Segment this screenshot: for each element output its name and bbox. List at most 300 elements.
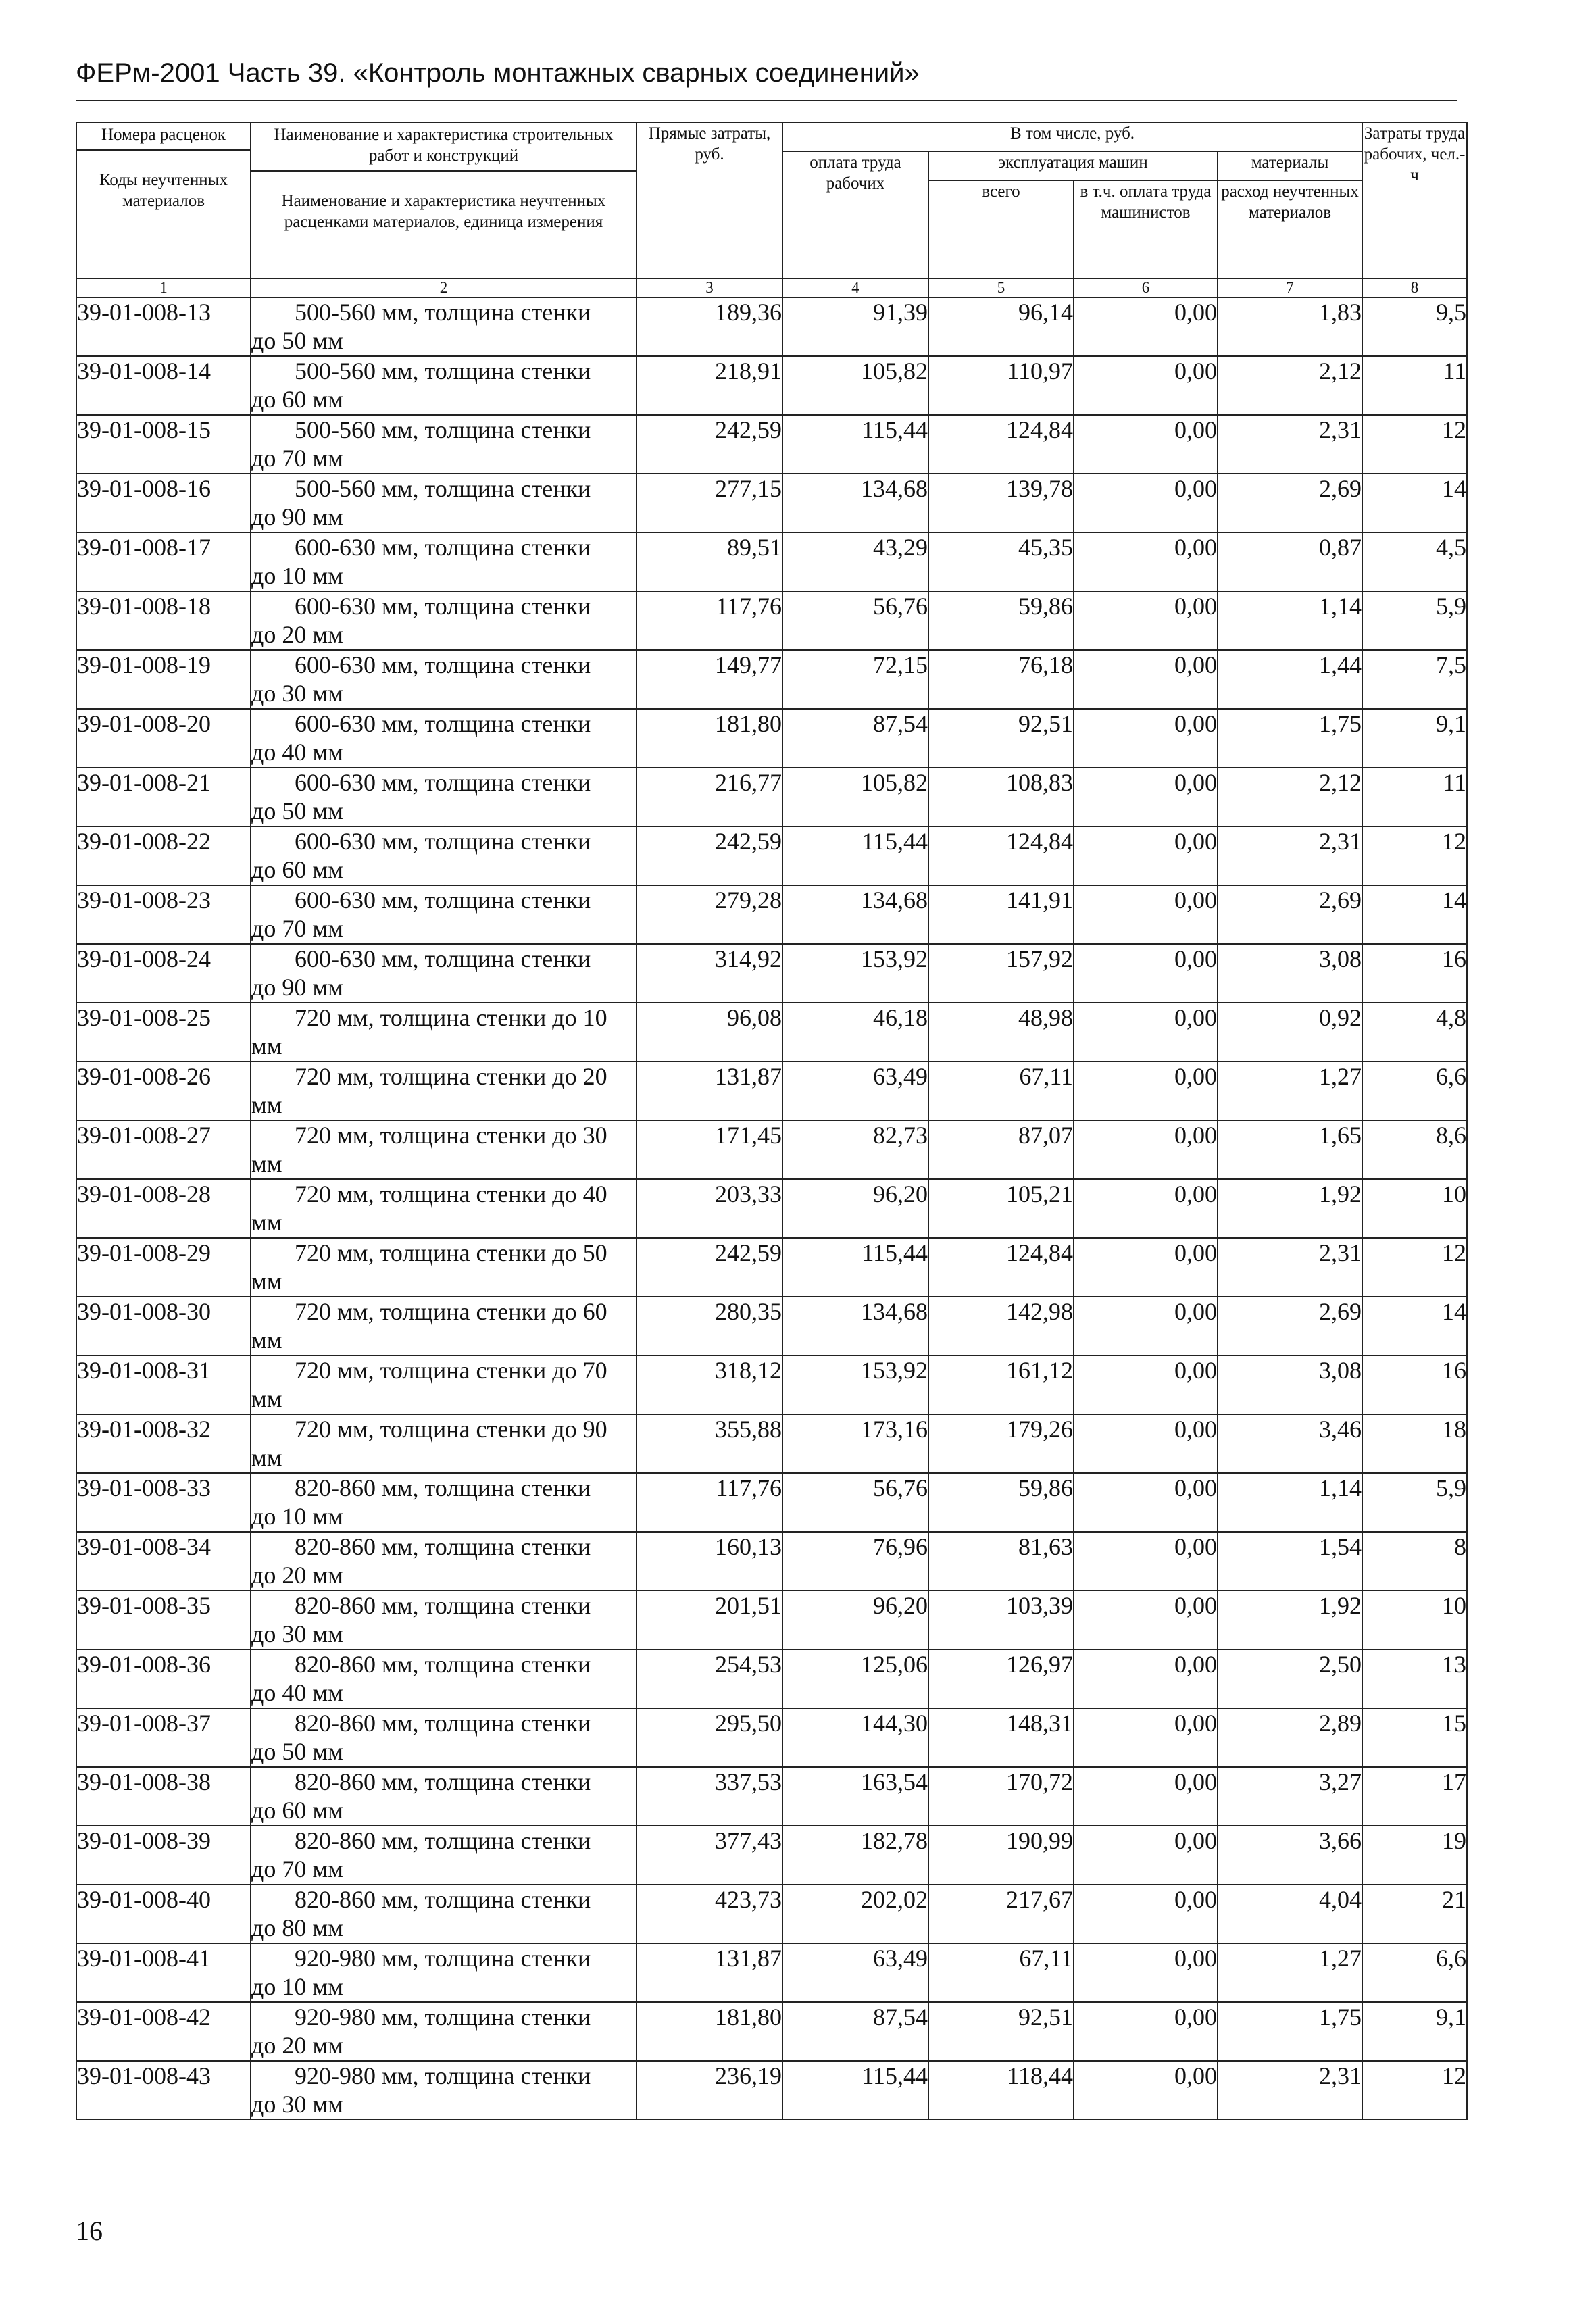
machines-total-cell: 170,72 bbox=[928, 1767, 1074, 1826]
table-row bbox=[76, 1767, 1467, 1826]
labor-cell: 4,8 bbox=[1362, 1003, 1467, 1062]
description-line: 600-630 мм, толщина стенки bbox=[295, 593, 591, 620]
labor-cell: 8 bbox=[1362, 1532, 1467, 1591]
rate-code: 39-01-008-31 bbox=[76, 1355, 251, 1414]
machinists-pay-cell: 0,00 bbox=[1074, 1767, 1218, 1826]
description-continuation: мм bbox=[251, 1385, 282, 1412]
workers-pay-cell: 115,44 bbox=[782, 415, 928, 474]
direct-costs-cell: 314,92 bbox=[637, 944, 782, 1003]
work-description bbox=[251, 1708, 637, 1767]
machines-total-cell: 67,11 bbox=[928, 1943, 1074, 2002]
materials-cell: 1,54 bbox=[1218, 1532, 1362, 1591]
work-description bbox=[251, 1943, 637, 2002]
description-continuation: до 90 мм bbox=[251, 974, 343, 1001]
direct-costs-cell: 242,59 bbox=[637, 1238, 782, 1297]
description-line: 820-860 мм, толщина стенки bbox=[295, 1651, 591, 1678]
header-machines-total: всего bbox=[928, 180, 1074, 278]
work-description bbox=[251, 1885, 637, 1943]
labor-cell: 18 bbox=[1362, 1414, 1467, 1473]
table-row bbox=[76, 1062, 1467, 1120]
materials-cell: 2,69 bbox=[1218, 885, 1362, 944]
labor-cell: 14 bbox=[1362, 885, 1467, 944]
rate-code: 39-01-008-33 bbox=[76, 1473, 251, 1532]
machines-total-cell: 92,51 bbox=[928, 2002, 1074, 2061]
header-rule bbox=[76, 100, 1457, 101]
direct-costs-cell: 189,36 bbox=[637, 297, 782, 356]
header-material-codes: Коды неучтенных материалов bbox=[99, 171, 228, 210]
labor-cell: 16 bbox=[1362, 944, 1467, 1003]
workers-pay-cell: 202,02 bbox=[782, 1885, 928, 1943]
materials-cell: 2,31 bbox=[1218, 826, 1362, 885]
workers-pay-cell: 115,44 bbox=[782, 2061, 928, 2120]
materials-cell: 2,50 bbox=[1218, 1649, 1362, 1708]
materials-cell: 1,44 bbox=[1218, 650, 1362, 709]
table-row bbox=[76, 1473, 1467, 1532]
work-description bbox=[251, 1649, 637, 1708]
work-description bbox=[251, 1826, 637, 1885]
description-line: 500-560 мм, толщина стенки bbox=[295, 357, 591, 384]
table-row bbox=[76, 1179, 1467, 1238]
table-row bbox=[76, 1532, 1467, 1591]
direct-costs-cell: 254,53 bbox=[637, 1649, 782, 1708]
machines-total-cell: 217,67 bbox=[928, 1885, 1074, 1943]
work-description bbox=[251, 532, 637, 591]
description-continuation: до 40 мм bbox=[251, 1679, 343, 1706]
description-line: 720 мм, толщина стенки до 90 bbox=[295, 1416, 607, 1443]
workers-pay-cell: 153,92 bbox=[782, 944, 928, 1003]
direct-costs-cell: 149,77 bbox=[637, 650, 782, 709]
machinists-pay-cell: 0,00 bbox=[1074, 356, 1218, 415]
description-continuation: до 10 мм bbox=[251, 1973, 343, 2000]
workers-pay-cell: 46,18 bbox=[782, 1003, 928, 1062]
machinists-pay-cell: 0,00 bbox=[1074, 1943, 1218, 2002]
machinists-pay-cell: 0,00 bbox=[1074, 2002, 1218, 2061]
description-line: 720 мм, толщина стенки до 40 bbox=[295, 1180, 607, 1208]
description-line: 920-980 мм, толщина стенки bbox=[295, 1945, 591, 1972]
page-header: ФЕРм-2001 Часть 39. «Контроль монтажных сварных соединений» bbox=[76, 58, 920, 88]
rate-code: 39-01-008-30 bbox=[76, 1297, 251, 1355]
machinists-pay-cell: 0,00 bbox=[1074, 768, 1218, 826]
machinists-pay-cell: 0,00 bbox=[1074, 1414, 1218, 1473]
machines-total-cell: 59,86 bbox=[928, 1473, 1074, 1532]
rate-code: 39-01-008-16 bbox=[76, 474, 251, 532]
machines-total-cell: 110,97 bbox=[928, 356, 1074, 415]
workers-pay-cell: 63,49 bbox=[782, 1062, 928, 1120]
description-continuation: мм bbox=[251, 1444, 282, 1471]
materials-cell: 2,69 bbox=[1218, 474, 1362, 532]
header-unaccounted-materials: расход неучтенных материалов bbox=[1218, 180, 1362, 278]
labor-cell: 9,1 bbox=[1362, 2002, 1467, 2061]
labor-cell: 9,5 bbox=[1362, 297, 1467, 356]
labor-cell: 13 bbox=[1362, 1649, 1467, 1708]
description-continuation: до 10 мм bbox=[251, 562, 343, 589]
materials-cell: 1,83 bbox=[1218, 297, 1362, 356]
labor-cell: 10 bbox=[1362, 1179, 1467, 1238]
materials-cell: 1,92 bbox=[1218, 1591, 1362, 1649]
rate-code: 39-01-008-25 bbox=[76, 1003, 251, 1062]
table-row bbox=[76, 944, 1467, 1003]
work-description bbox=[251, 1414, 637, 1473]
work-description bbox=[251, 356, 637, 415]
materials-cell: 3,66 bbox=[1218, 1826, 1362, 1885]
description-continuation: до 60 мм bbox=[251, 1797, 343, 1824]
header-rate-numbers: Номера расценок bbox=[77, 123, 250, 151]
direct-costs-cell: 423,73 bbox=[637, 1885, 782, 1943]
labor-cell: 4,5 bbox=[1362, 532, 1467, 591]
table-row bbox=[76, 1591, 1467, 1649]
machinists-pay-cell: 0,00 bbox=[1074, 1591, 1218, 1649]
materials-cell: 1,14 bbox=[1218, 591, 1362, 650]
labor-cell: 7,5 bbox=[1362, 650, 1467, 709]
description-line: 600-630 мм, толщина стенки bbox=[295, 828, 591, 855]
materials-cell: 2,31 bbox=[1218, 1238, 1362, 1297]
description-line: 600-630 мм, толщина стенки bbox=[295, 945, 591, 972]
table-row bbox=[76, 826, 1467, 885]
table-row bbox=[76, 532, 1467, 591]
workers-pay-cell: 56,76 bbox=[782, 591, 928, 650]
rate-code: 39-01-008-42 bbox=[76, 2002, 251, 2061]
machines-total-cell: 141,91 bbox=[928, 885, 1074, 944]
rate-code: 39-01-008-29 bbox=[76, 1238, 251, 1297]
description-line: 720 мм, толщина стенки до 30 bbox=[295, 1122, 607, 1149]
machinists-pay-cell: 0,00 bbox=[1074, 650, 1218, 709]
direct-costs-cell: 280,35 bbox=[637, 1297, 782, 1355]
direct-costs-cell: 117,76 bbox=[637, 591, 782, 650]
workers-pay-cell: 87,54 bbox=[782, 2002, 928, 2061]
machines-total-cell: 96,14 bbox=[928, 297, 1074, 356]
description-line: 600-630 мм, толщина стенки bbox=[295, 710, 591, 737]
description-continuation: до 40 мм bbox=[251, 739, 343, 766]
rate-code: 39-01-008-13 bbox=[76, 297, 251, 356]
description-line: 500-560 мм, толщина стенки bbox=[295, 299, 591, 326]
table-row bbox=[76, 650, 1467, 709]
direct-costs-cell: 160,13 bbox=[637, 1532, 782, 1591]
machines-total-cell: 108,83 bbox=[928, 768, 1074, 826]
table-row bbox=[76, 2061, 1467, 2120]
header-direct-costs: Прямые затраты, руб. bbox=[637, 122, 782, 278]
workers-pay-cell: 134,68 bbox=[782, 474, 928, 532]
table-row bbox=[76, 1885, 1467, 1943]
materials-cell: 0,92 bbox=[1218, 1003, 1362, 1062]
materials-cell: 3,08 bbox=[1218, 1355, 1362, 1414]
machinists-pay-cell: 0,00 bbox=[1074, 1532, 1218, 1591]
machines-total-cell: 126,97 bbox=[928, 1649, 1074, 1708]
workers-pay-cell: 91,39 bbox=[782, 297, 928, 356]
column-number: 3 bbox=[637, 278, 782, 297]
machinists-pay-cell: 0,00 bbox=[1074, 1297, 1218, 1355]
rate-code: 39-01-008-40 bbox=[76, 1885, 251, 1943]
workers-pay-cell: 134,68 bbox=[782, 1297, 928, 1355]
labor-cell: 12 bbox=[1362, 2061, 1467, 2120]
machines-total-cell: 67,11 bbox=[928, 1062, 1074, 1120]
workers-pay-cell: 96,20 bbox=[782, 1591, 928, 1649]
machinists-pay-cell: 0,00 bbox=[1074, 1003, 1218, 1062]
materials-cell: 1,75 bbox=[1218, 709, 1362, 768]
direct-costs-cell: 236,19 bbox=[637, 2061, 782, 2120]
machines-total-cell: 92,51 bbox=[928, 709, 1074, 768]
work-description bbox=[251, 1767, 637, 1826]
work-description bbox=[251, 1003, 637, 1062]
work-description bbox=[251, 297, 637, 356]
rate-code: 39-01-008-39 bbox=[76, 1826, 251, 1885]
machines-total-cell: 105,21 bbox=[928, 1179, 1074, 1238]
direct-costs-cell: 318,12 bbox=[637, 1355, 782, 1414]
work-description bbox=[251, 1355, 637, 1414]
work-description bbox=[251, 1297, 637, 1355]
workers-pay-cell: 76,96 bbox=[782, 1532, 928, 1591]
workers-pay-cell: 115,44 bbox=[782, 1238, 928, 1297]
machines-total-cell: 45,35 bbox=[928, 532, 1074, 591]
rate-code: 39-01-008-24 bbox=[76, 944, 251, 1003]
direct-costs-cell: 242,59 bbox=[637, 826, 782, 885]
machines-total-cell: 81,63 bbox=[928, 1532, 1074, 1591]
materials-cell: 2,31 bbox=[1218, 415, 1362, 474]
machinists-pay-cell: 0,00 bbox=[1074, 1179, 1218, 1238]
direct-costs-cell: 89,51 bbox=[637, 532, 782, 591]
materials-cell: 0,87 bbox=[1218, 532, 1362, 591]
machinists-pay-cell: 0,00 bbox=[1074, 415, 1218, 474]
direct-costs-cell: 242,59 bbox=[637, 415, 782, 474]
machinists-pay-cell: 0,00 bbox=[1074, 1885, 1218, 1943]
work-description bbox=[251, 826, 637, 885]
header-labor: Затраты труда рабочих, чел.-ч bbox=[1362, 122, 1467, 278]
page-number: 16 bbox=[76, 2216, 103, 2246]
direct-costs-cell: 277,15 bbox=[637, 474, 782, 532]
description-line: 720 мм, толщина стенки до 70 bbox=[295, 1357, 607, 1384]
labor-cell: 11 bbox=[1362, 356, 1467, 415]
machinists-pay-cell: 0,00 bbox=[1074, 297, 1218, 356]
machines-total-cell: 157,92 bbox=[928, 944, 1074, 1003]
column-number: 1 bbox=[76, 278, 251, 297]
header-workers-pay: оплата труда рабочих bbox=[782, 151, 928, 278]
table-row bbox=[76, 1120, 1467, 1179]
machines-total-cell: 48,98 bbox=[928, 1003, 1074, 1062]
rate-code: 39-01-008-32 bbox=[76, 1414, 251, 1473]
header-including: В том числе, руб. bbox=[782, 122, 1362, 151]
description-continuation: мм bbox=[251, 1150, 282, 1177]
workers-pay-cell: 144,30 bbox=[782, 1708, 928, 1767]
materials-cell: 1,65 bbox=[1218, 1120, 1362, 1179]
table-row bbox=[76, 709, 1467, 768]
direct-costs-cell: 337,53 bbox=[637, 1767, 782, 1826]
column-number: 8 bbox=[1362, 278, 1467, 297]
machinists-pay-cell: 0,00 bbox=[1074, 474, 1218, 532]
machinists-pay-cell: 0,00 bbox=[1074, 1062, 1218, 1120]
table-row bbox=[76, 415, 1467, 474]
direct-costs-cell: 171,45 bbox=[637, 1120, 782, 1179]
materials-cell: 3,08 bbox=[1218, 944, 1362, 1003]
machinists-pay-cell: 0,00 bbox=[1074, 1238, 1218, 1297]
rate-code: 39-01-008-28 bbox=[76, 1179, 251, 1238]
rate-code: 39-01-008-17 bbox=[76, 532, 251, 591]
description-continuation: до 60 мм bbox=[251, 386, 343, 413]
direct-costs-cell: 201,51 bbox=[637, 1591, 782, 1649]
machinists-pay-cell: 0,00 bbox=[1074, 532, 1218, 591]
work-description bbox=[251, 885, 637, 944]
description-continuation: до 20 мм bbox=[251, 1562, 343, 1589]
description-continuation: мм bbox=[251, 1032, 282, 1060]
work-description bbox=[251, 944, 637, 1003]
workers-pay-cell: 115,44 bbox=[782, 826, 928, 885]
table-row bbox=[76, 474, 1467, 532]
rate-code: 39-01-008-15 bbox=[76, 415, 251, 474]
description-continuation: до 70 мм bbox=[251, 1856, 343, 1883]
header-machines: эксплуатация машин bbox=[928, 151, 1218, 180]
workers-pay-cell: 96,20 bbox=[782, 1179, 928, 1238]
direct-costs-cell: 96,08 bbox=[637, 1003, 782, 1062]
machinists-pay-cell: 0,00 bbox=[1074, 709, 1218, 768]
table-row bbox=[76, 1826, 1467, 1885]
rate-code: 39-01-008-14 bbox=[76, 356, 251, 415]
header-materials: материалы bbox=[1218, 151, 1362, 180]
materials-cell: 2,69 bbox=[1218, 1297, 1362, 1355]
work-description bbox=[251, 709, 637, 768]
machines-total-cell: 124,84 bbox=[928, 415, 1074, 474]
description-continuation: мм bbox=[251, 1091, 282, 1118]
machines-total-cell: 87,07 bbox=[928, 1120, 1074, 1179]
work-description bbox=[251, 1179, 637, 1238]
labor-cell: 12 bbox=[1362, 826, 1467, 885]
column-number: 4 bbox=[782, 278, 928, 297]
machines-total-cell: 124,84 bbox=[928, 1238, 1074, 1297]
rate-code: 39-01-008-20 bbox=[76, 709, 251, 768]
table-row bbox=[76, 1708, 1467, 1767]
description-line: 820-860 мм, толщина стенки bbox=[295, 1886, 591, 1913]
description-continuation: до 30 мм bbox=[251, 680, 343, 707]
machines-total-cell: 118,44 bbox=[928, 2061, 1074, 2120]
labor-cell: 14 bbox=[1362, 474, 1467, 532]
direct-costs-cell: 181,80 bbox=[637, 709, 782, 768]
description-continuation: до 20 мм bbox=[251, 2032, 343, 2059]
labor-cell: 14 bbox=[1362, 1297, 1467, 1355]
direct-costs-cell: 203,33 bbox=[637, 1179, 782, 1238]
description-line: 600-630 мм, толщина стенки bbox=[295, 651, 591, 678]
description-line: 820-860 мм, толщина стенки bbox=[295, 1710, 591, 1737]
materials-cell: 2,12 bbox=[1218, 356, 1362, 415]
description-line: 820-860 мм, толщина стенки bbox=[295, 1768, 591, 1795]
column-number: 2 bbox=[251, 278, 637, 297]
table-row bbox=[76, 1943, 1467, 2002]
description-line: 920-980 мм, толщина стенки bbox=[295, 2062, 591, 2089]
materials-cell: 1,27 bbox=[1218, 1062, 1362, 1120]
rate-code: 39-01-008-23 bbox=[76, 885, 251, 944]
workers-pay-cell: 43,29 bbox=[782, 532, 928, 591]
machines-total-cell: 179,26 bbox=[928, 1414, 1074, 1473]
materials-cell: 2,12 bbox=[1218, 768, 1362, 826]
direct-costs-cell: 377,43 bbox=[637, 1826, 782, 1885]
description-continuation: до 30 мм bbox=[251, 1620, 343, 1647]
table-body bbox=[76, 297, 1467, 2120]
direct-costs-cell: 131,87 bbox=[637, 1062, 782, 1120]
labor-cell: 9,1 bbox=[1362, 709, 1467, 768]
rate-code: 39-01-008-22 bbox=[76, 826, 251, 885]
rate-code: 39-01-008-43 bbox=[76, 2061, 251, 2120]
description-continuation: до 30 мм bbox=[251, 2091, 343, 2118]
machinists-pay-cell: 0,00 bbox=[1074, 1826, 1218, 1885]
description-line: 920-980 мм, толщина стенки bbox=[295, 2003, 591, 2031]
direct-costs-cell: 181,80 bbox=[637, 2002, 782, 2061]
description-continuation: до 90 мм bbox=[251, 503, 343, 530]
machines-total-cell: 124,84 bbox=[928, 826, 1074, 885]
machinists-pay-cell: 0,00 bbox=[1074, 2061, 1218, 2120]
machinists-pay-cell: 0,00 bbox=[1074, 885, 1218, 944]
workers-pay-cell: 173,16 bbox=[782, 1414, 928, 1473]
labor-cell: 6,6 bbox=[1362, 1062, 1467, 1120]
labor-cell: 6,6 bbox=[1362, 1943, 1467, 2002]
description-line: 820-860 мм, толщина стенки bbox=[295, 1533, 591, 1560]
machines-total-cell: 103,39 bbox=[928, 1591, 1074, 1649]
labor-cell: 5,9 bbox=[1362, 1473, 1467, 1532]
rate-code: 39-01-008-27 bbox=[76, 1120, 251, 1179]
workers-pay-cell: 182,78 bbox=[782, 1826, 928, 1885]
column-number: 6 bbox=[1074, 278, 1218, 297]
rate-code: 39-01-008-36 bbox=[76, 1649, 251, 1708]
materials-cell: 1,27 bbox=[1218, 1943, 1362, 2002]
labor-cell: 5,9 bbox=[1362, 591, 1467, 650]
work-description bbox=[251, 650, 637, 709]
workers-pay-cell: 72,15 bbox=[782, 650, 928, 709]
header-work-name: Наименование и характеристика строительных работ и конструкций bbox=[251, 123, 636, 172]
work-description bbox=[251, 2061, 637, 2120]
labor-cell: 16 bbox=[1362, 1355, 1467, 1414]
description-line: 820-860 мм, толщина стенки bbox=[295, 1592, 591, 1619]
workers-pay-cell: 105,82 bbox=[782, 768, 928, 826]
description-line: 600-630 мм, толщина стенки bbox=[295, 769, 591, 796]
rate-code: 39-01-008-34 bbox=[76, 1532, 251, 1591]
materials-cell: 1,75 bbox=[1218, 2002, 1362, 2061]
column-number: 5 bbox=[928, 278, 1074, 297]
machinists-pay-cell: 0,00 bbox=[1074, 591, 1218, 650]
table-row bbox=[76, 768, 1467, 826]
work-description bbox=[251, 591, 637, 650]
workers-pay-cell: 163,54 bbox=[782, 1767, 928, 1826]
materials-cell: 2,89 bbox=[1218, 1708, 1362, 1767]
materials-cell: 4,04 bbox=[1218, 1885, 1362, 1943]
machines-total-cell: 190,99 bbox=[928, 1826, 1074, 1885]
description-line: 600-630 мм, толщина стенки bbox=[295, 887, 591, 914]
description-line: 720 мм, толщина стенки до 10 bbox=[295, 1004, 607, 1031]
machines-total-cell: 76,18 bbox=[928, 650, 1074, 709]
direct-costs-cell: 117,76 bbox=[637, 1473, 782, 1532]
machines-total-cell: 59,86 bbox=[928, 591, 1074, 650]
direct-costs-cell: 216,77 bbox=[637, 768, 782, 826]
rate-code: 39-01-008-41 bbox=[76, 1943, 251, 2002]
direct-costs-cell: 218,91 bbox=[637, 356, 782, 415]
work-description bbox=[251, 768, 637, 826]
labor-cell: 15 bbox=[1362, 1708, 1467, 1767]
header-codes bbox=[76, 122, 251, 278]
labor-cell: 17 bbox=[1362, 1767, 1467, 1826]
table-row bbox=[76, 1414, 1467, 1473]
description-line: 600-630 мм, толщина стенки bbox=[295, 534, 591, 561]
rate-code: 39-01-008-18 bbox=[76, 591, 251, 650]
rate-code: 39-01-008-21 bbox=[76, 768, 251, 826]
description-line: 720 мм, толщина стенки до 20 bbox=[295, 1063, 607, 1090]
work-description bbox=[251, 1591, 637, 1649]
machines-total-cell: 148,31 bbox=[928, 1708, 1074, 1767]
materials-cell: 3,27 bbox=[1218, 1767, 1362, 1826]
direct-costs-cell: 131,87 bbox=[637, 1943, 782, 2002]
machinists-pay-cell: 0,00 bbox=[1074, 944, 1218, 1003]
work-description bbox=[251, 415, 637, 474]
column-number-row bbox=[76, 278, 1467, 297]
description-line: 500-560 мм, толщина стенки bbox=[295, 475, 591, 502]
machines-total-cell: 161,12 bbox=[928, 1355, 1074, 1414]
table-row bbox=[76, 1238, 1467, 1297]
description-continuation: до 70 мм bbox=[251, 445, 343, 472]
labor-cell: 19 bbox=[1362, 1826, 1467, 1885]
work-description bbox=[251, 474, 637, 532]
